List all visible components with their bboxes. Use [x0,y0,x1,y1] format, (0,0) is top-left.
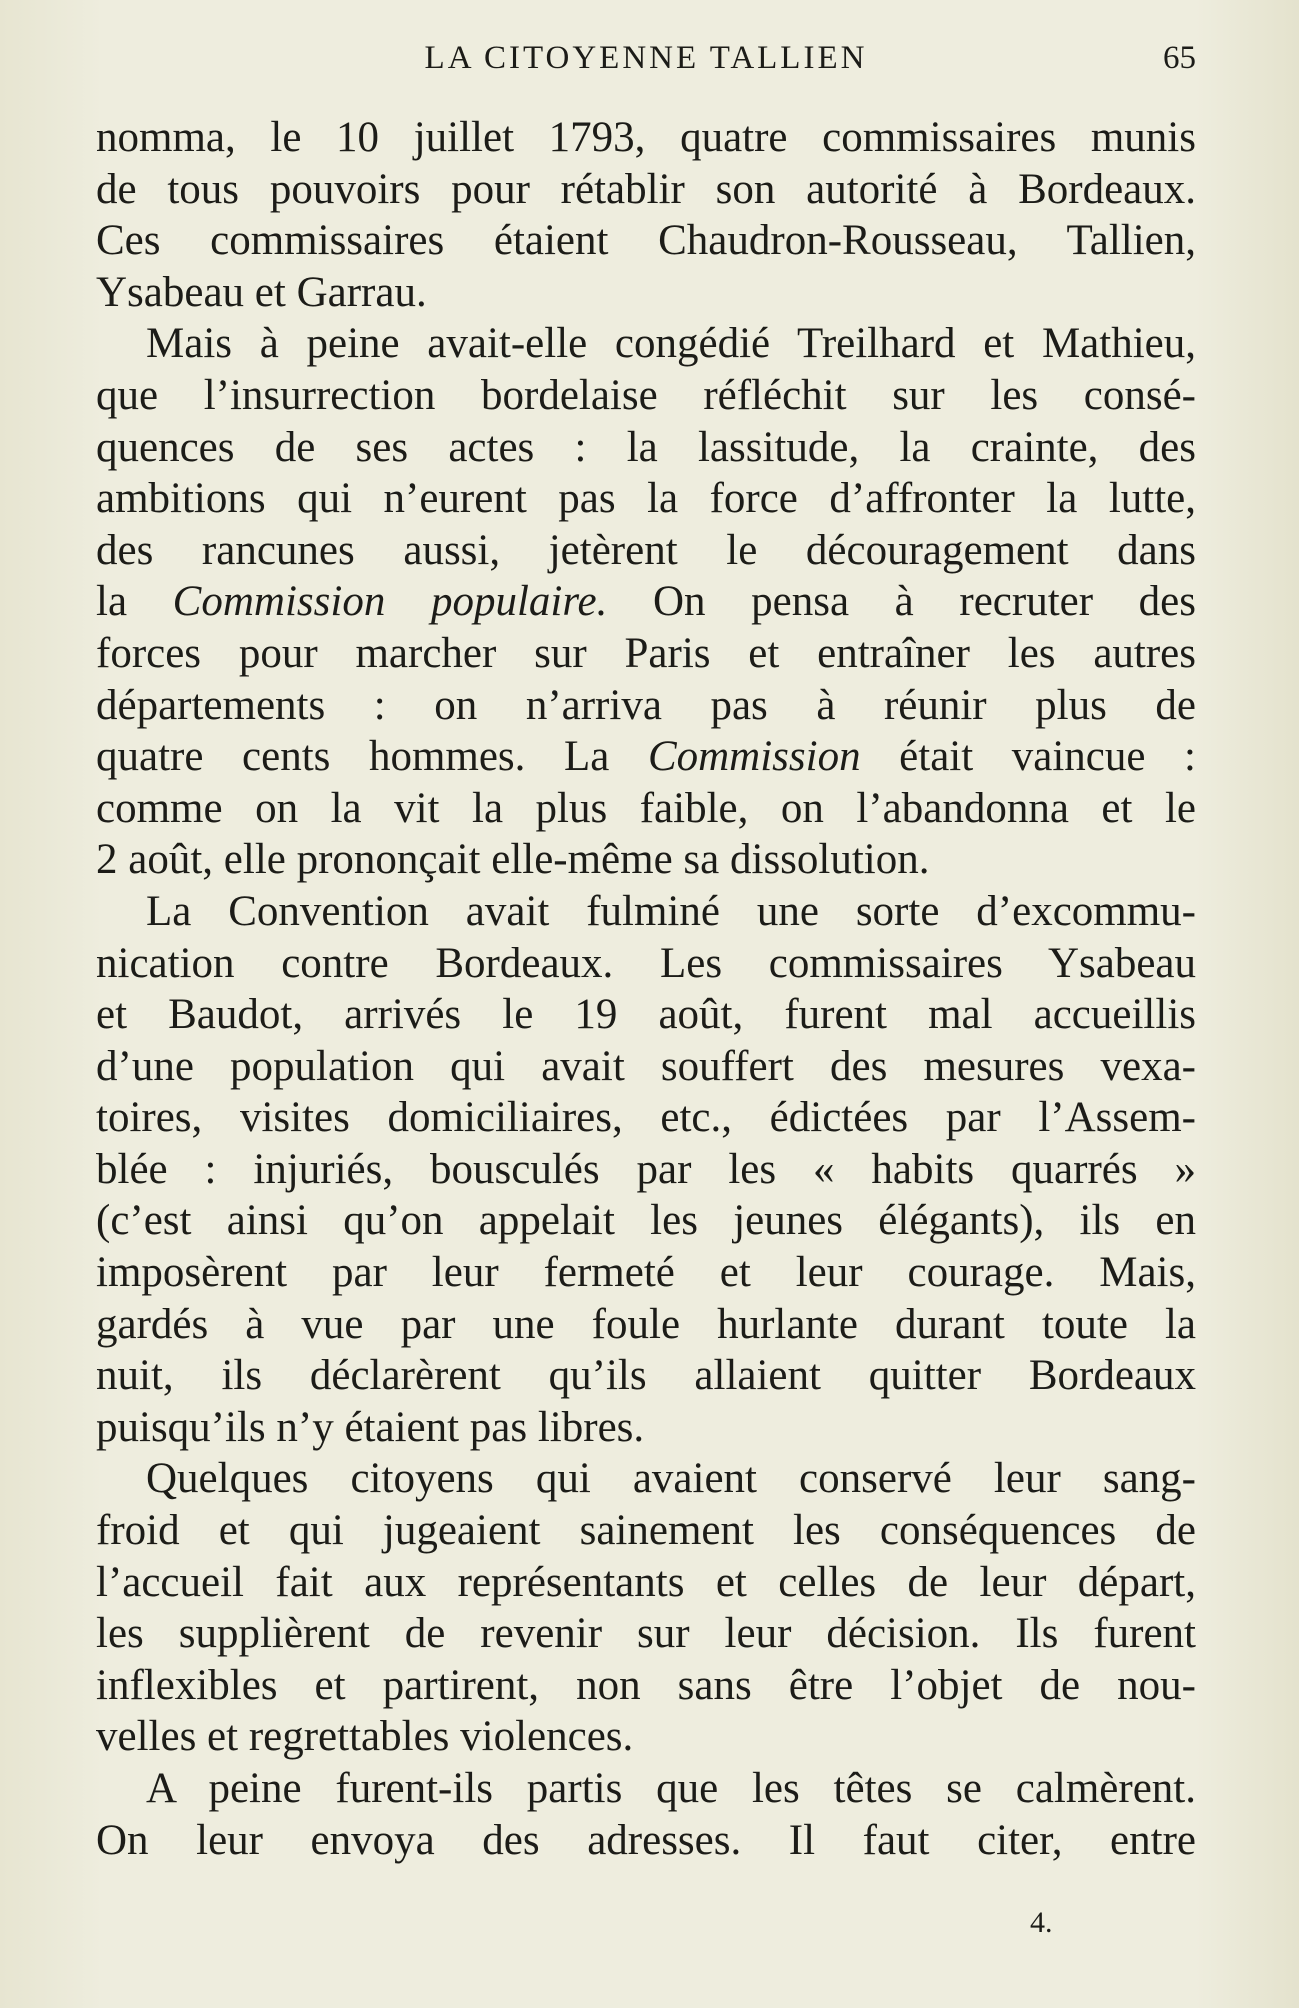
text-run: quatre cents hommes. La [96,733,648,781]
text-line: et Baudot, arrivés le 19 août, furent mal accueillis [96,991,1196,1039]
text-line: Ces commissaires étaient Chaudron-Rousseau, Tallien, [96,217,1196,265]
text-line: des rancunes aussi, jetèrent le découragement dans [96,526,1196,574]
signature-mark: 4. [1030,1906,1053,1939]
text-line: nomma, le 10 juillet 1793, quatre commissaires munis [96,114,1196,161]
text-line: comme on la vit la plus faible, on l’abandonna et le [96,784,1196,832]
text-run: On pensa à recruter des [607,578,1196,626]
text-run: la [96,578,173,626]
text-line: inflexibles et partirent, non sans être l’objet de nou- [96,1661,1196,1709]
text-line: quences de ses actes : la lassitude, la crainte, des [96,423,1196,471]
text-line: départements : on n’arriva pas à réunir plus de [96,681,1196,729]
text-line: Quelques citoyens qui avaient conservé leur sang- [146,1455,1196,1503]
text-run: était vaincue : [860,733,1196,781]
text-line: ambitions qui n’eurent pas la force d’affronter la lutte, [96,475,1196,523]
running-head [96,40,1196,80]
text-line: toires, visites domiciliaires, etc., édictées par l’Assem- [96,1094,1196,1142]
text-line: froid et qui jugeaient sainement les conséquences de [96,1507,1196,1555]
text-line: l’accueil fait aux représentants et celles de leur départ, [96,1558,1196,1606]
text-line: forces pour marcher sur Paris et entraîner les autres [96,629,1196,677]
text-line: d’une population qui avait souffert des mesures vexa- [96,1042,1196,1090]
text-line: que l’insurrection bordelaise réfléchit sur les consé- [96,371,1196,419]
running-title: LA CITOYENNE TALLIEN [424,40,868,76]
text-line: gardés à vue par une foule hurlante durant toute la [96,1300,1196,1348]
text-line: les supplièrent de revenir sur leur décision. Ils furent [96,1610,1196,1658]
italic-text-run: Commission populaire. [172,578,608,626]
italic-text-run: Commission [647,733,861,781]
text-line: velles et regrettables violences. [96,1713,634,1761]
text-line: La Convention avait fulminé une sorte d’excommu- [146,887,1196,935]
text-line: (c’est ainsi qu’on appelait les jeunes élégants), ils en [96,1197,1196,1245]
text-line [96,731,1196,783]
text-line: Mais à peine avait-elle congédié Treilhard et Mathieu, [146,320,1196,368]
text-line: blée : injuriés, bousculés par les « habits quarrés » [96,1145,1196,1193]
text-line: Ysabeau et Garrau. [96,268,427,316]
text-line: puisqu’ils n’y étaient pas libres. [96,1403,645,1451]
text-line: imposèrent par leur fermeté et leur courage. Mais, [96,1249,1196,1297]
text-line: On leur envoya des adresses. Il faut citer, entre [96,1816,1196,1864]
text-line: nuit, ils déclarèrent qu’ils allaient quitter Bordeaux [96,1352,1196,1400]
text-line: 2 août, elle prononçait elle-même sa dissolution. [96,836,930,884]
page-number: 65 [1163,40,1196,76]
text-line: nication contre Bordeaux. Les commissaires Ysabeau [96,939,1196,987]
text-line: A peine furent-ils partis que les têtes se calmèrent. [146,1765,1196,1812]
text-line: de tous pouvoirs pour rétablir son autorité à Bordeaux. [96,165,1196,213]
body-text [96,112,1196,1866]
text-line [96,576,1196,628]
